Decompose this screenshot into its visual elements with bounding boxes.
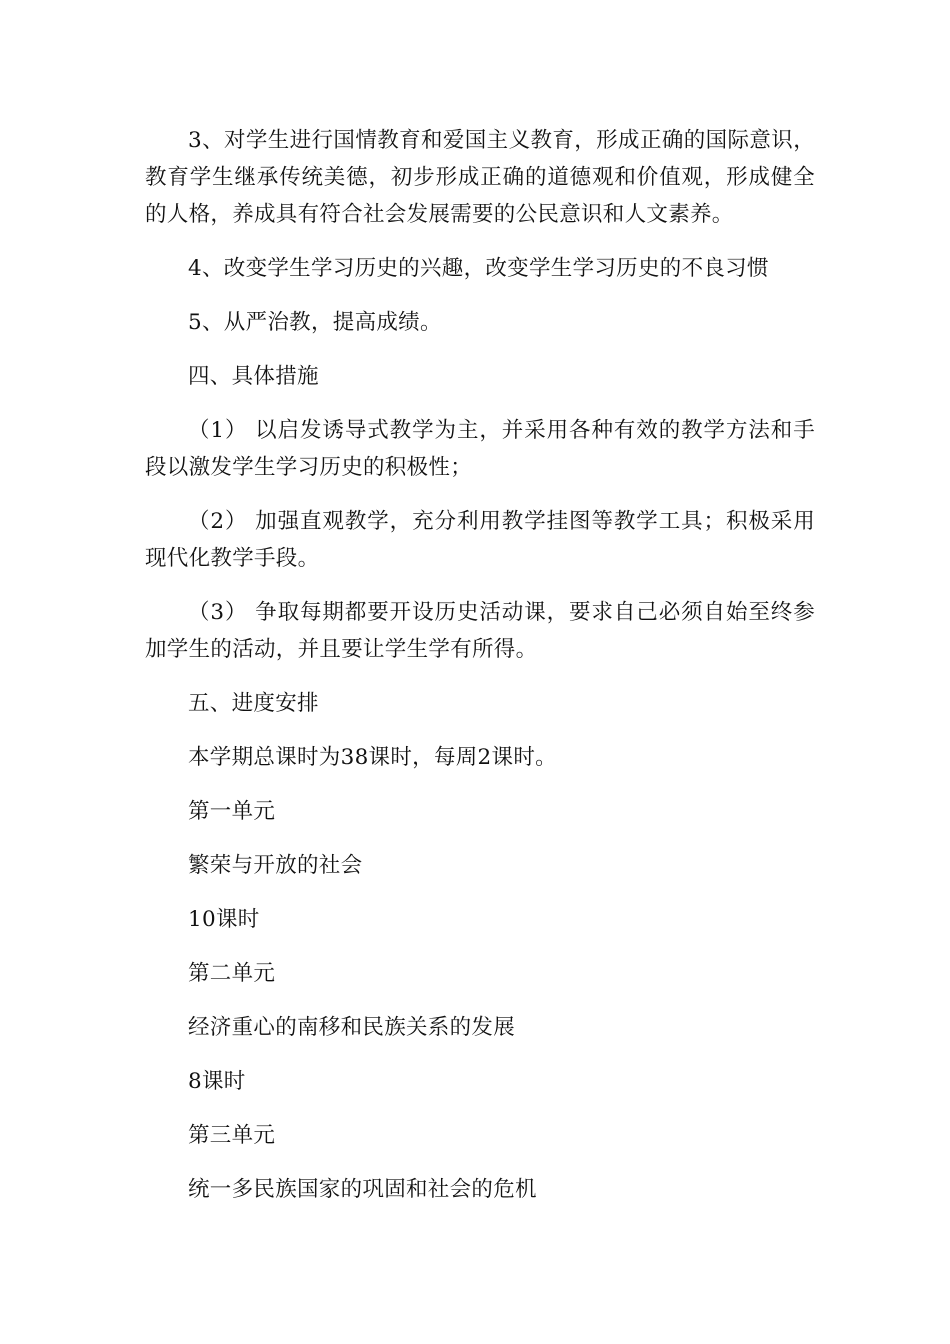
unit-3-title: 统一多民族国家的巩固和社会的危机: [188, 1177, 537, 1202]
unit-3-label: 第三单元: [188, 1123, 276, 1148]
paragraph-goal-5: 5、从严治教，提高成绩。: [188, 310, 442, 335]
section-heading-schedule: 五、进度安排: [188, 691, 319, 716]
unit-2-title: 经济重心的南移和民族关系的发展: [188, 1015, 516, 1040]
unit-1-title: 繁荣与开放的社会: [188, 853, 363, 878]
paragraph-measure-3: （3） 争取每期都要开设历史活动课，要求自己必须自始至终参加学生的活动，并且要让学生学有所得。: [145, 600, 815, 662]
paragraph-goal-4: 4、改变学生学习历史的兴趣，改变学生学习历史的不良习惯: [188, 256, 769, 281]
unit-1-label: 第一单元: [188, 799, 276, 824]
document-body: [145, 122, 815, 1225]
unit-1-hours: 10课时: [188, 907, 260, 932]
paragraph-total-hours: 本学期总课时为38课时，每周2课时。: [188, 745, 557, 770]
section-heading-measures: 四、具体措施: [188, 364, 319, 389]
paragraph-goal-3: 3、对学生进行国情教育和爱国主义教育，形成正确的国际意识，教育学生继承传统美德，初步形成正确的道德观和价值观，形成健全的人格，养成具有符合社会发展需要的公民意识和人文素养。: [145, 128, 815, 227]
unit-2-hours: 8课时: [188, 1069, 246, 1094]
paragraph-measure-1: （1） 以启发诱导式教学为主，并采用各种有效的教学方法和手段以激发学生学习历史的积极性；: [145, 418, 815, 480]
unit-2-label: 第二单元: [188, 961, 276, 986]
paragraph-measure-2: （2） 加强直观教学，充分利用教学挂图等教学工具；积极采用现代化教学手段。: [145, 509, 815, 571]
